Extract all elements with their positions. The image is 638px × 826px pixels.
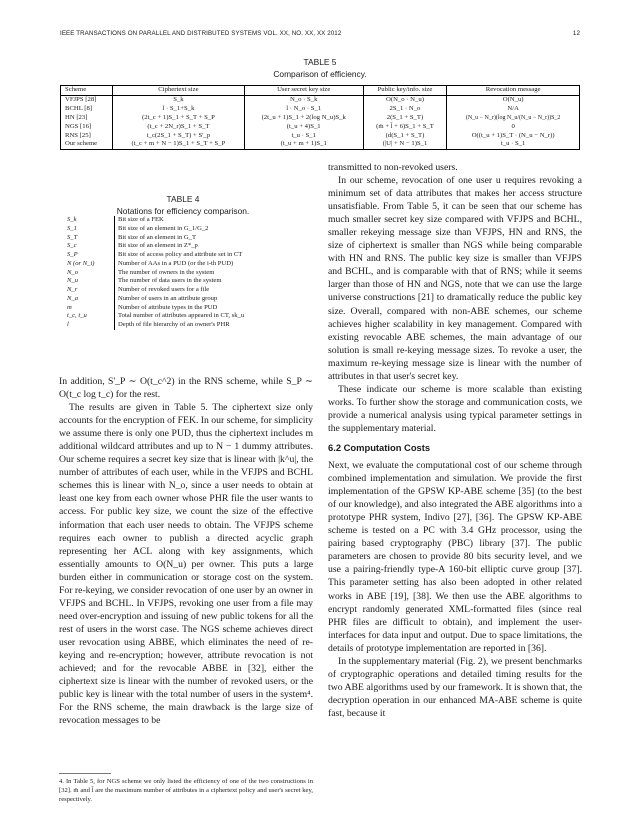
footnote: 4. In Table 5, for NGS scheme we only listed the efficiency of one of the two constructions in [32]. m̄ and l̄ are the maximum number of attributes in a ciphertext policy and user's secret key, respectively. (59, 778, 313, 803)
paragraph: In addition, S'_P ∼ O(t_c^2) in the RNS scheme, while S_P ∼ O(t_c log t_c) for the rest. (59, 376, 313, 401)
table4-caption (60, 193, 306, 217)
notation-symbol: N (or N_i) (64, 260, 115, 269)
right-column-text (328, 161, 582, 720)
table5-cell: t_u · S_1 (447, 140, 580, 149)
table5-row (61, 140, 580, 149)
table5-cell: (N_u − N_r)(log N_u/(N_u − N_r))S_2 (447, 114, 580, 123)
table5-cell: VFJPS [28] (61, 95, 113, 104)
notation-meaning: The number of owners in the system (118, 268, 215, 276)
notation-meaning: Total number of attributes appeared in CT, sk_u (118, 312, 245, 320)
table5-cell: l · N_o · S_1 (244, 105, 363, 114)
table5-title: Comparison of efficiency. (273, 69, 367, 79)
notation-symbol: N_o (64, 269, 115, 278)
table4-row (64, 251, 247, 260)
table5-cell: O((t_u + 1)S_T · (N_u − N_r)) (447, 132, 580, 141)
notation-meaning: Number of AAs in a PUD (or the i-th PUD) (118, 259, 234, 267)
notation-symbol: N_u (64, 277, 115, 286)
table5-col-header: Public key/info. size (363, 86, 447, 96)
table5-cell: (m̄ + l̄ + 6)S_1 + S_T (363, 123, 447, 132)
table5-cell: (|U| + N − 1)S_1 (363, 140, 447, 149)
table4-title: Notations for efficiency comparison. (116, 206, 250, 216)
notation-symbol: S_c (64, 242, 115, 251)
paragraph: transmitted to non-revoked users. (328, 162, 458, 173)
table4-row (64, 260, 247, 269)
table5-cell: HN [23] (61, 114, 113, 123)
table5-cell: O(N_u) (447, 95, 580, 104)
journal-header: IEEE TRANSACTIONS ON PARALLEL AND DISTRIBUTED SYSTEMS VOL. XX, NO. XX, XX 2012 (60, 30, 342, 37)
table4-row (64, 312, 247, 321)
paragraph: The results are given in Table 5. The ciphertext size only accounts for the encryption of FEK. In our scheme, for simplicity we assume there is only one PUD, thus the ciphertext includes m additional wildcard attributes and up to N − 1 dummy attributes. Our scheme requires a secret key size that is linear with |k^u|, the number of attributes of each user, while in the VFJPS and BCHL schemes this is linear with N_o, since a user needs to obtain at least one key from each owner whose PHR file the user wants to access. For public key size, we count the size of the effective information that each user needs to obtain. The VFJPS scheme requires each owner to publish a directed acyclic graph representing her ACL along with key assignments, which essentially amounts to O(N_u) per owner. This puts a large burden either in communication or storage cost on the system. For re-keying, we consider revocation of one user by an owner in VFJPS and BCHL. In VFJPS, revoking one user from a file may need over-encryption and issuing of new public tokens for all the rest of users in the worst case. The NGS scheme achieves direct user revocation using ABBE, which eliminates the need of re-keying and re-encryption; however, attribute revocation is not achieved; and for the revocable ABBE in [32], either the ciphertext size is linear with the number of revoked users, or the public key is linear with the total number of users in the system⁴. For the RNS scheme, the main drawback is the large size of revocation messages to be (59, 402, 313, 727)
table5-cell: O(N_o · N_u) (363, 95, 447, 104)
footnote-rule (59, 773, 111, 774)
notation-symbol: m (64, 304, 115, 313)
notation-symbol: S_1 (64, 225, 115, 234)
notation-meaning: Bit size of access policy and attribute set in CT (118, 251, 243, 258)
table4-row (64, 304, 247, 313)
table5-cell: (d(S_1 + S_T) (363, 132, 447, 141)
notation-meaning: Bit size of an element in G_T (118, 233, 197, 241)
table4-row (64, 225, 247, 234)
table5-cell: S_k (113, 95, 245, 104)
notation-meaning: Bit size of an element in G_1/G_2 (118, 224, 209, 232)
notation-meaning: Number of revoked users for a file (118, 286, 210, 293)
table5-cell: (t_u + m + 1)S_1 (244, 140, 363, 149)
table5-cell: (2t_c + 1)S_1 + S_T + S_P (113, 114, 245, 123)
table4-notations (64, 216, 247, 330)
table5-cell: l · S_1+S_k (113, 105, 245, 114)
table4-row (64, 216, 247, 225)
table5-cell: (t_c + m + N − 1)S_1 + S_T + S_P (113, 140, 245, 149)
table4-row (64, 295, 247, 304)
table5-label: TABLE 5 (303, 57, 337, 67)
table5-col-header: Revocation message (447, 86, 580, 96)
paragraph: These indicate our scheme is more scalable than existing works. To further show the storage and communication costs, we provide a numerical analysis using typical parameter settings in the supplementary material. (328, 383, 582, 434)
table4-row (64, 277, 247, 286)
notation-meaning: Bit size of a FEK (118, 216, 164, 223)
table5-cell: t_u · S_1 (244, 132, 363, 141)
table5-col-header: Ciphertext size (113, 86, 245, 96)
table5-cell: N/A (447, 105, 580, 114)
table5-cell: t_c(2S_1 + S_T) + S'_p (113, 132, 245, 141)
table5-row (61, 105, 580, 114)
table5-cell: (2t_u + 1)S_1 + 2(log N_u)S_k (244, 114, 363, 123)
table5-col-header: Scheme (61, 86, 113, 96)
table5-row (61, 123, 580, 132)
table4-row (64, 286, 247, 295)
table5-row (61, 132, 580, 141)
table5-cell: 2S_1 · N_o (363, 105, 447, 114)
paragraph: In the supplementary material (Fig. 2), we present benchmarks of cryptographic operations and detailed timing results for the two ABE algorithms used by our framework. It is shown that, the decryption operation in our enhanced MA-ABE scheme is quite fast, because it (328, 655, 582, 719)
table5-efficiency-comparison (60, 85, 580, 150)
table5-row (61, 95, 580, 104)
table5-cell: N_o · S_k (244, 95, 363, 104)
table4-row (64, 242, 247, 251)
notation-meaning: Bit size of an element in Z*_p (118, 242, 198, 250)
table5-cell: (t_u + 4)S_1 (244, 123, 363, 132)
table5-cell: (t_c + 2N_r)S_1 + S_T (113, 123, 245, 132)
paragraph: In our scheme, revocation of one user u requires revoking a minimum set of data attributes that makes her access structure unsatisfiable. From Table 5, it can be seen that our scheme has much smaller secret key size compared with VFJPS and BCHL, smaller rekeying message size than VFJPS, HN and RNS, the size of ciphertext is smaller than NGS while being comparable with HN and RNS. The public key size is smaller than VFJPS and BCHL, and is comparable with that of RNS; while it seems larger than those of HN and NGS, note that we can use the large universe constructions [21] to dramatically reduce the public key size. Overall, compared with non-ABE schemes, our scheme achieves higher scalability in key management. Compared with existing revocable ABE schemes, the main advantage of our solution is small re-keying message sizes. To revoke a user, the maximum re-keying message size is linear with the number of attributes in that user's secret key. (328, 175, 582, 382)
notation-symbol: l (64, 321, 115, 330)
table5-cell: 2(S_1 + S_T) (363, 114, 447, 123)
section-heading: 6.2 Computation Costs (328, 441, 431, 453)
page-number: 12 (572, 30, 580, 37)
notation-symbol: S_k (64, 216, 115, 225)
table5-cell: NGS [16] (61, 123, 113, 132)
notation-symbol: N_a (64, 295, 115, 304)
table4-row (64, 321, 247, 330)
table5-cell: 0 (447, 123, 580, 132)
notation-meaning: Depth of file hierarchy of an owner's PHR (118, 321, 230, 328)
notation-symbol: N_r (64, 286, 115, 295)
notation-meaning: Number of attribute types in the PUD (118, 303, 218, 311)
notation-meaning: The number of data users in the system (118, 277, 222, 285)
table5-row (61, 114, 580, 123)
notation-meaning: Number of users in an attribute group (118, 294, 218, 302)
table5-cell: Our scheme (61, 140, 113, 149)
left-column-text (59, 375, 313, 727)
table5-col-header: User secret key size (244, 86, 363, 96)
running-header (60, 30, 580, 37)
table5-caption (60, 56, 580, 80)
notation-symbol: S_T (64, 234, 115, 243)
table5-cell: BCHL [8] (61, 105, 113, 114)
table4-row (64, 269, 247, 278)
table4-row (64, 234, 247, 243)
table5-cell: RNS [25] (61, 132, 113, 141)
notation-symbol: S_P (64, 251, 115, 260)
table4-label: TABLE 4 (166, 194, 200, 204)
paragraph: Next, we evaluate the computational cost of our scheme through combined implementation and simulation. We provide the first implementation of the GPSW KP-ABE scheme [35] (to the best of our knowledge), and also integrated the ABE algorithms into a prototype PHR system, Indivo [27], [36]. The GPSW KP-ABE scheme is tested on a PC with 3.4 GHz processor, using the pairing based cryptography (PBC) library [37]. The public parameters are chosen to provide 80 bits security level, and we use a pairing-friendly type-A 160-bit elliptic curve group [37]. This parameter setting has also been adopted in other related works in ABE [19], [38]. We then use the ABE algorithms to encrypt randomly generated XML-formatted files (since real PHR files are difficult to obtain), and implement the user-interfaces for data input and output. Due to space limitations, the details of prototype implementation are reported in [36]. (328, 460, 582, 654)
table5-header-row (61, 86, 580, 96)
notation-symbol: t_c, t_u (64, 312, 115, 321)
